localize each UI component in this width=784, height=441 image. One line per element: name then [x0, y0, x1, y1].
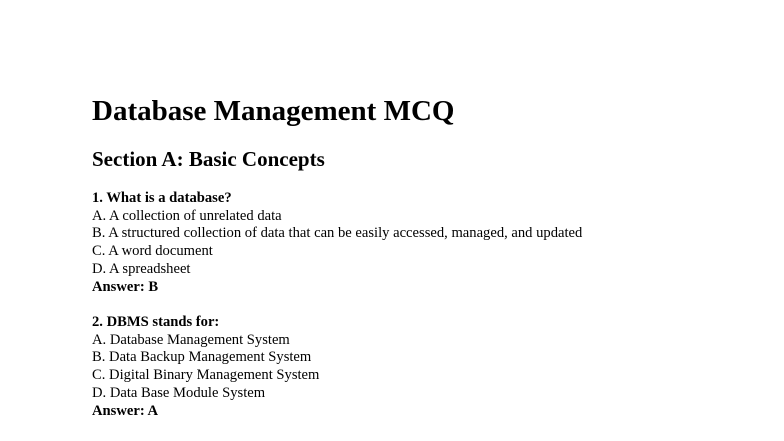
option-d: D. A spreadsheet	[92, 260, 191, 277]
option-b: B. Data Backup Management System	[92, 349, 312, 366]
option-a: A. A collection of unrelated data	[92, 207, 282, 224]
question-block-2	[92, 314, 319, 420]
option-a: A. Database Management System	[92, 331, 290, 348]
option-b: B. A structured collection of data that can be easily accessed, managed, and updated	[92, 225, 583, 242]
answer-text: Answer: B	[92, 278, 159, 295]
option-c: C. A word document	[92, 243, 213, 260]
section-title: Section A: Basic Concepts	[92, 147, 325, 171]
question-text: 2. DBMS stands for:	[92, 314, 220, 330]
question-block-1	[92, 190, 582, 296]
option-c: C. Digital Binary Management System	[92, 367, 320, 384]
question-text: 1. What is a database?	[92, 190, 232, 206]
option-d: D. Data Base Module System	[92, 384, 266, 401]
document-title: Database Management MCQ	[92, 95, 455, 127]
answer-text: Answer: A	[92, 402, 159, 419]
document-page	[92, 0, 784, 441]
